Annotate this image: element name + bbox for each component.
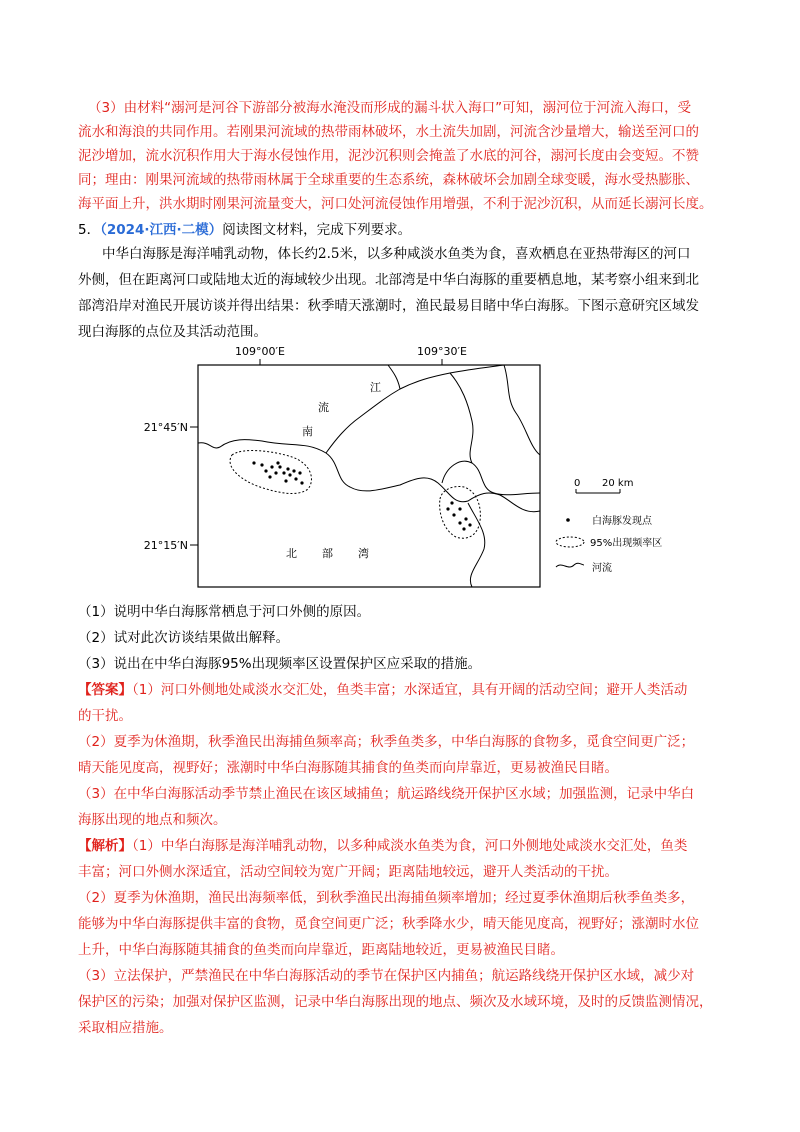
answer-3-line-1: （3）在中华白海豚活动季节禁止渔民在该区域捕鱼；航运路线绕开保护区水域；加强监测，记录中华白	[78, 786, 695, 802]
river-name-char-1: 南	[302, 425, 313, 438]
material-line-4: 现白海豚的点位及其活动范围。	[78, 324, 267, 340]
answer-2-line-1: （2）夏季为休渔期，秋季渔民出海捕鱼频率高；秋季鱼类多，中华白海豚的食物多，觅食空间更广泛；	[78, 734, 695, 750]
dolphin-distribution-map	[143, 343, 670, 593]
analysis-tag: 【解析】	[78, 838, 132, 854]
analysis-2-line-2: 能够为中华白海豚提供丰富的食物，觅食空间更广泛；秋季降水少，晴天能见度高，视野好；涨潮时水位	[78, 916, 699, 932]
label-lon-left: 109°00′E	[235, 345, 285, 358]
question-source: （2024·江西·二模）	[100, 222, 223, 238]
label-lon-right: 109°30′E	[417, 345, 467, 358]
prev-answer-line-5: 海平面上升，洪水期时刚果河流量变大，河口处河流侵蚀作用增强，不利于泥沙沉积，从而延长溺河长度。	[78, 196, 713, 212]
label-lat-top: 21°45′N	[143, 421, 188, 434]
bay-name-char-1: 北	[286, 547, 297, 560]
analysis-3-line-3: 采取相应措施。	[78, 1020, 173, 1036]
material-line-3: 部湾沿岸对渔民开展访谈并得出结果：秋季晴天涨潮时，渔民最易目睹中华白海豚。下图示意研究区域发	[78, 298, 699, 314]
analysis-2-line-1: （2）夏季为休渔期，渔民出海频率低，到秋季渔民出海捕鱼频率增加；经过夏季休渔期后秋季鱼类多，	[78, 890, 695, 906]
scale-zero: 0	[574, 478, 581, 489]
question-header	[78, 220, 411, 240]
question-number: 5．	[78, 222, 101, 238]
sub-question-1: （1）说明中华白海豚常栖息于河口外侧的原因。	[78, 604, 371, 620]
legend-river-label: 河流	[592, 563, 612, 574]
material-line-2: 外侧，但在距离河口或陆地太近的海域较少出现。北部湾是中华白海豚的重要栖息地，某考察小组来到北	[78, 272, 699, 288]
bay-name-char-2: 部	[322, 547, 333, 560]
answer-tag: 【答案】	[78, 682, 132, 698]
prev-answer-line-2: 流水和海浪的共同作用。若刚果河流域的热带雨林破坏，水土流失加剧，河流含沙量增大，输送至河口的	[78, 124, 699, 140]
analysis-1-line-1	[78, 836, 687, 856]
analysis-1-line-2: 丰富；河口外侧水深适宜，活动空间较为宽广开阔；距离陆地较远，避开人类活动的干扰。	[78, 864, 618, 880]
map-frame	[198, 365, 540, 587]
prev-answer-line-1: （3）由材料“溺河是河谷下游部分被海水淹没而形成的漏斗状入海口”可知，溺河位于河流入海口，受	[88, 100, 692, 116]
legend-zone-label: 95%出现频率区	[590, 538, 663, 549]
analysis-3-line-1: （3）立法保护，严禁渔民在中华白海豚活动的季节在保护区内捕鱼；航运路线绕开保护区水域，减少对	[78, 968, 695, 984]
prev-answer-line-3: 泥沙增加，流水沉积作用大于海水侵蚀作用，泥沙沉积则会掩盖了水底的河谷，溺河长度由会变短。不赞	[78, 148, 699, 164]
legend-zone-symbol	[556, 537, 584, 547]
material-line-1: 中华白海豚是海洋哺乳动物，体长约2.5米，以多种咸淡水鱼类为食，喜欢栖息在亚热带海区的河口	[102, 246, 691, 262]
scale-label: 20 km	[602, 478, 634, 489]
legend-river-symbol	[556, 563, 584, 567]
analysis-1-text: （1）中华白海豚是海洋哺乳动物，以多种咸淡水鱼类为食，河口外侧地处咸淡水交汇处，鱼类	[132, 838, 688, 854]
analysis-2-line-3: 上升，中华白海豚随其捕食的鱼类而向岸靠近，距离陆地较近，更易被渔民目睹。	[78, 942, 564, 958]
answer-1-line-1	[78, 680, 687, 700]
label-lat-bottom: 21°15′N	[143, 539, 188, 552]
sub-question-2: （2）试对此次访谈结果做出解释。	[78, 630, 290, 646]
legend-dot-symbol	[566, 518, 570, 522]
question-instruction: 阅读图文材料，完成下列要求。	[222, 222, 412, 238]
answer-2-line-2: 晴天能见度高，视野好；涨潮时中华白海豚随其捕食的鱼类而向岸靠近，更易被渔民目睹。	[78, 760, 618, 776]
analysis-3-line-2: 保护区的污染；加强对保护区监测，记录中华白海豚出现的地点、频次及水域环境，及时的反馈监测情况，	[78, 994, 713, 1010]
legend-dot-label: 白海豚发现点	[592, 516, 652, 527]
answer-1-text: （1）河口外侧地处咸淡水交汇处，鱼类丰富；水深适宜，具有开阔的活动空间；避开人类活动	[132, 682, 688, 698]
sub-question-3: （3）说出在中华白海豚95%出现频率区设置保护区应采取的措施。	[78, 656, 482, 672]
prev-answer-line-4: 同；理由：刚果河流域的热带雨林属于全球重要的生态系统，森林破坏会加剧全球变暖，海水受热膨胀、	[78, 172, 699, 188]
river-name-char-2: 流	[318, 401, 329, 414]
river-name-char-3: 江	[370, 381, 381, 394]
answer-3-line-2: 海豚出现的地点和频次。	[78, 812, 227, 828]
bay-name-char-3: 湾	[358, 547, 369, 560]
answer-1-line-2: 的干扰。	[78, 708, 132, 724]
